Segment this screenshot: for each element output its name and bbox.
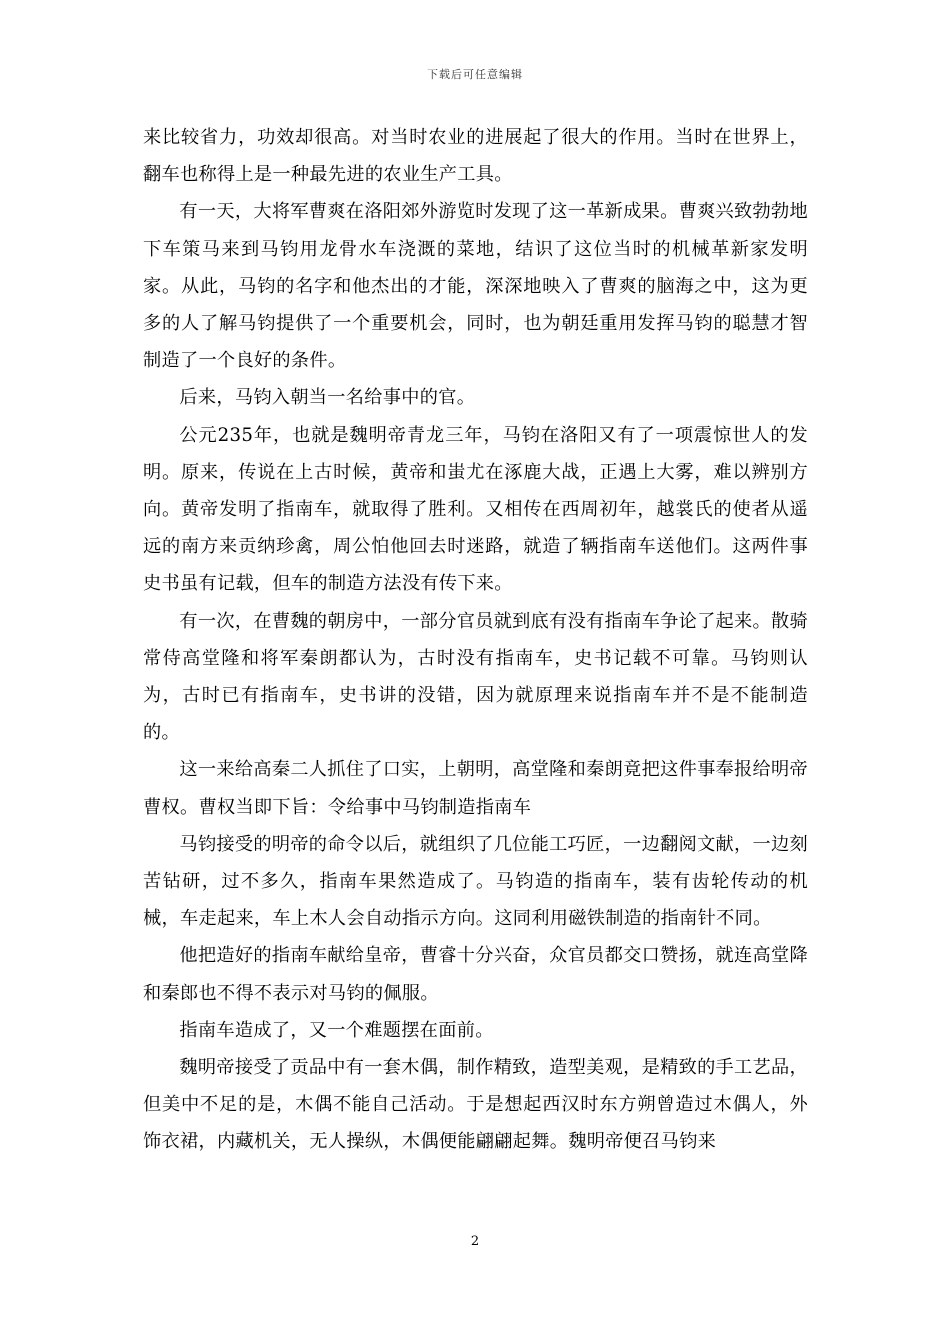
page-number: 2 <box>470 1234 480 1249</box>
body-text <box>143 119 808 1161</box>
paragraph: 这一来给高秦二人抓住了口实，上朝明，高堂隆和秦朗竟把这件事奉报给明帝曹权。曹权当即下旨：令给事中马钧制造指南车 <box>143 759 808 818</box>
paragraph: 后来，马钧入朝当一名给事中的官。 <box>179 387 476 409</box>
paragraph: 有一天，大将军曹爽在洛阳郊外游览时发现了这一革新成果。曹爽兴致勃勃地下车策马来到马钧用龙骨水车浇溉的菜地，结识了这位当时的机械革新家发明家。从此，马钧的名字和他杰出的才能，深深地映入了曹爽的脑海之中，这为更多的人了解马钧提供了一个重要机会，同时，也为朝廷重用发挥马钧的聪慧才智制造了一个良好的条件。 <box>143 201 808 372</box>
paragraph: 马钧接受的明帝的命令以后，就组织了几位能工巧匠，一边翻阅文献，一边刻苦钻研，过不多久，指南车果然造成了。马钧造的指南车，装有齿轮传动的机械，车走起来，车上木人会自动指示方向。这同利用磁铁制造的指南针不同。 <box>143 833 808 930</box>
paragraph: 有一次，在曹魏的朝房中，一部分官员就到底有没有指南车争论了起来。散骑常侍高堂隆和将军秦朗都认为，古时没有指南车，史书记载不可靠。马钧则认为，古时已有指南车，史书讲的没错，因为就原理来说指南车并不是不能制造的。 <box>143 610 808 744</box>
paragraph: 魏明帝接受了贡品中有一套木偶，制作精致，造型美观，是精致的手工艺品，但美中不足的是，木偶不能自己活动。于是想起西汉时东方朔曾造过木偶人，外饰衣裙，内藏机关，无人操纵，木偶便能翩翩起舞。魏明帝便召马钧来 <box>143 1057 808 1153</box>
paragraph: 指南车造成了，又一个难题摆在面前。 <box>179 1019 494 1041</box>
paragraph: 公元235年，也就是魏明帝青龙三年，马钧在洛阳又有了一项震惊世人的发明。原来，传说在上古时候，黄帝和蚩尤在涿鹿大战，正遇上大雾，难以辨别方向。黄帝发明了指南车，就取得了胜利。又相传在西周初年，越裳氏的使者从遥远的南方来贡纳珍禽，周公怕他回去时迷路，就造了辆指南车送他们。这两件事史书虽有记载，但车的制造方法没有传下来。 <box>143 424 808 595</box>
paragraph: 他把造好的指南车献给皇帝，曹睿十分兴奋，众官员都交口赞扬，就连高堂降和秦郎也不得不表示对马钧的佩服。 <box>143 945 808 1004</box>
paragraph: 来比较省力，功效却很高。对当时农业的进展起了很大的作用。当时在世界上，翻车也称得上是一种最先进的农业生产工具。 <box>143 127 808 186</box>
page-header: 下载后可任意编辑 <box>427 68 523 81</box>
